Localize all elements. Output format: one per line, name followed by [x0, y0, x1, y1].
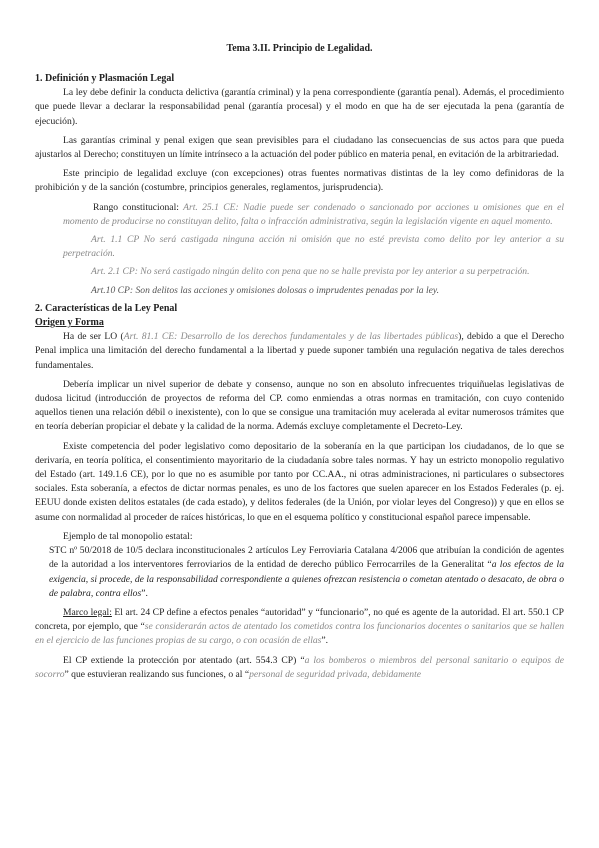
art-10-cp-quote: Art.10 CP: Son delitos las acciones y omisiones dolosas o imprudentes penadas por la ley. — [91, 284, 440, 296]
s2-paragraph-3: Existe competencia del poder legislativo como depositario de la soberanía en la que participan los ciudadanos, de lo que se derivaría, en teoría política, el consentimiento mayoritario de la ciudadanía sobre tales normas. Y hay un estricto monopolio regulativo del Estado (art. 149.1.6 CE), por lo que no es asumible por tanto por CC.AA., ni otras administraciones, ni particulares o subsectores sociales. Esta soberanía, a efectos de dictar normas penales, es uno de los factores que suelen aparecer en los Estados Federales (p. ej. EEUU donde existen delitos estatales (de cada estado), y delitos federales (de la Unión, por violar leyes del Congreso)) y que en ellos se asume con normalidad al proceder de raíces históricas, lo que en el esquema político y constitucional español parece impensable. — [35, 440, 564, 523]
seguridad-privada-quote: personal de seguridad privada, debidamente — [249, 668, 421, 680]
example-label: Ejemplo de tal monopolio estatal: — [63, 530, 193, 542]
art-1-1-cp-quote: Art. 1.1 CP No será castigada ninguna acción ni omisión que no esté prevista como delito por ley anterior a su perpetración. — [63, 234, 564, 260]
stc-close: ”. — [141, 587, 148, 599]
s1-paragraph-3: Este principio de legalidad excluye (con excepciones) otras fuentes normativas distintas de la ley como definidoras de la prohibición y de la sanción (costumbre, principios generales, reglamentos, jurisprudencia). — [35, 168, 564, 194]
rango-constitucional — [35, 201, 564, 229]
s2-paragraph-2: Debería implicar un nivel superior de debate y consenso, aunque no son en absoluto infrecuentes triquiñuelas legislativas de dudosa licitud (introducción de proyectos de reforma del CP. como enmiendas a otras normas en tramitación, con cuyo contenido aquellos tienen una relación débil o inexistente), con lo que se consigue una tramitación muy acelerada al evitar numerosos trámites que en teoría deberían propiciar el debate y la calidad de la norma. Además excluye completamente el Decreto-Ley. — [35, 378, 564, 433]
marco-legal-paragraph — [35, 606, 564, 649]
s1-paragraph-2: Las garantías criminal y penal exigen que sean previsibles para el ciudadano las consecuencias de sus actos para que pueda ajustarlos al Derecho; constituyen un límite intrínseco a la actuación del poder público en materia penal, en evitación de la arbitrariedad. — [35, 134, 564, 161]
stc-quote: a los efectos de la exigencia, si procede, de la responsabilidad correspondiente a quienes ofrezcan resistencia o cometan atentado o desacato, de obra o de palabra, contra ellos — [49, 559, 564, 599]
document-title: Tema 3.II. Principio de Legalidad. — [226, 43, 373, 54]
section-2-heading: 2. Características de la Ley Penal — [35, 302, 178, 314]
rango-art-25-quote: Art. 25.1 CE: Nadie puede ser condenado o sancionado por acciones u omisiones que en el momento de producirse no constituyan delito, falta o infracción administrativa, según la legislación vigente en aquel momento. — [63, 201, 565, 227]
rango-label: Rango constitucional: — [93, 201, 179, 213]
marco-legal-label: Marco legal: — [63, 606, 112, 618]
stc-example — [35, 544, 564, 601]
stc-text: STC nº 50/2018 de 10/5 declara inconstitucionales 2 artículos Ley Ferroviaria Catalana 4/2006 que atribuían la condición de agentes de la autoridad a los interventores ferroviarios de la entidad de derecho público Ferrocarriles de la Generalitat “ — [49, 545, 564, 571]
document-body — [35, 72, 564, 687]
p1-end: ), debido a que el Derecho Penal implica una limitación del derecho fundamental a la libertad y puede suponer también una regulación negativa de tales derechos fundamentales. — [35, 331, 564, 371]
marco-close: ”. — [321, 635, 329, 647]
art-81-ref: Art. 81.1 CE: Desarrollo de los derechos fundamentales y de las libertades públicas — [123, 331, 459, 343]
art-550-quote: se considerarán actos de atentado los cometidos contra los funcionarios docentes o sanitarios que se hallen en el ejercicio de las funciones propias de su cargo, o con ocasión de ellas — [35, 621, 565, 647]
last-text-a: El CP extiende la protección por atentado (art. 554.3 CP) “ — [63, 654, 305, 666]
s1-paragraph-1: La ley debe definir la conducta delictiva (garantía criminal) y la pena correspondiente (garantía penal). Además, el procedimiento que puede llevar a declarar la responsabilidad penal (garantía procesal) y el modo en que ha de ser ejecutada la pena (garantía de ejecución). — [35, 87, 564, 127]
subsection-origen-forma: Origen y Forma — [35, 317, 104, 329]
marco-text: El art. 24 CP define a efectos penales “autoridad” y “funcionario”, no qué es agente de la autoridad. El art. 550.1 CP concreta, por ejemplo, que “ — [35, 606, 564, 633]
s2-paragraph-1 — [35, 330, 564, 373]
bomberos-quote: a los bomberos o miembros del personal sanitario o equipos de socorro — [35, 654, 564, 680]
last-paragraph — [35, 654, 564, 682]
last-text-b: ” que estuvieran realizando sus funciones, o al “ — [64, 668, 250, 680]
p1-start: Ha de ser LO ( — [63, 331, 124, 343]
art-2-1-cp-quote: Art. 2.1 CP: No será castigado ningún delito con pena que no se halle prevista por ley anterior a su perpetración. — [91, 266, 530, 278]
section-1-heading: 1. Definición y Plasmación Legal — [35, 73, 175, 84]
